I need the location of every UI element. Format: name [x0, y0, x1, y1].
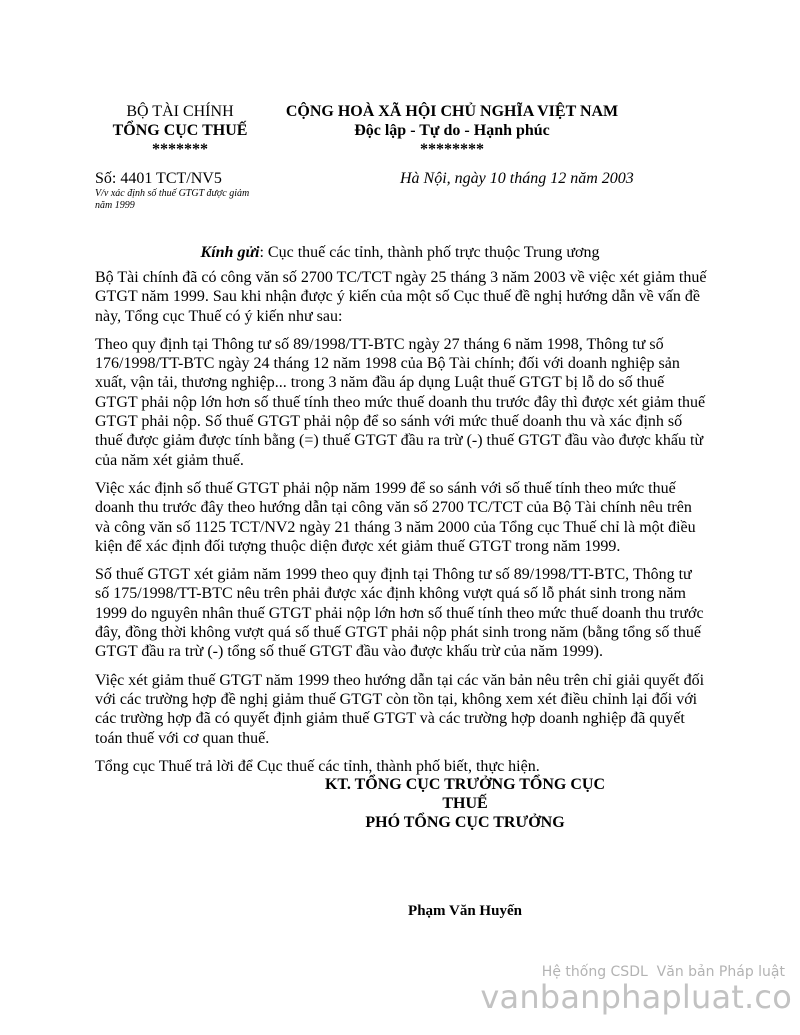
issuer-header	[80, 102, 280, 159]
salutation	[95, 243, 705, 263]
salutation-recipient: : Cục thuế các tỉnh, thành phố trực thuộc Trung ương	[259, 244, 600, 261]
place-and-date: Hà Nội, ngày 10 tháng 12 năm 2003	[400, 170, 634, 187]
watermark-caption: Hệ thống CSDL Văn bản Pháp luật	[541, 964, 785, 980]
body-paragraph: Việc xét giảm thuế GTGT năm 1999 theo hướng dẫn tại các văn bản nêu trên chỉ giải quyết đối với các trường hợp đề nghị giảm thuế GTGT còn tồn tại, không xem xét điều chỉnh lại đối với các trường hợp đã có quyết định giảm thuế GTGT và các trường hợp doanh nghiệp đã quyết toán thuế với cơ quan thuế.	[95, 671, 705, 747]
salutation-label: Kính gửi	[200, 244, 260, 261]
national-motto: Độc lập - Tự do - Hạnh phúc	[354, 122, 550, 139]
document-subject: V/v xác định số thuế GTGT được giảm năm 1999	[95, 188, 250, 211]
document-number: Số: 4401 TCT/NV5	[95, 170, 222, 187]
signature-title-line1: KT. TỔNG CỤC TRƯỞNG TỔNG CỤC	[324, 776, 606, 793]
issuer-ministry: BỘ TÀI CHÍNH	[126, 103, 234, 120]
letter-body	[95, 268, 708, 785]
signature-title-line2: THUẾ	[442, 795, 488, 812]
body-paragraph: Theo quy định tại Thông tư số 89/1998/TT-BTC ngày 27 tháng 6 năm 1998, Thông tư số 176/1998/TT-BTC ngày 24 tháng 12 năm 1998 của Bộ Tài chính; đối với doanh nghiệp sản xuất, vận tải, thương nghiệp... trong 3 năm đầu áp dụng Luật thuế GTGT bị lỗ do số thuế GTGT phải nộp lớn hơn số thuế tính theo mức thuế doanh thu trước đây thì được xét giảm thuế GTGT phải nộp. Số thuế GTGT phải nộp để so sánh với mức thuế doanh thu và xác định số thuế được giảm được tính bằng (=) thuế GTGT đầu ra trừ (-) thuế GTGT đầu vào được khấu từ của năm xét giảm thuế.	[95, 335, 706, 469]
signature-title-line3: PHÓ TỔNG CỤC TRƯỞNG	[365, 814, 565, 831]
body-paragraph: Việc xác định số thuế GTGT phải nộp năm 1999 để so sánh với số thuế tính theo mức thuế doanh thu trước đây theo hướng dẫn tại công văn số 2700 TC/TCT của Bộ Tài chính nêu trên và công văn số 1125 TCT/NV2 ngày 21 tháng 3 năm 2000 của Tổng cục Thuế chỉ là một điều kiện để xác định đối tượng thuộc diện được xét giảm thuế GTGT trong năm 1999.	[95, 479, 696, 555]
body-paragraph: Bộ Tài chính đã có công văn số 2700 TC/TCT ngày 25 tháng 3 năm 2003 về việc xét giảm thuế GTGT năm 1999. Sau khi nhận được ý kiến của một số Cục thuế đề nghị hướng dẫn về vấn đề này, Tổng cục Thuế có ý kiến như sau:	[95, 269, 707, 325]
watermark-site: vanbanphapluat.co	[480, 978, 792, 1016]
signature-block	[300, 775, 630, 832]
country-name: CỘNG HOÀ XÃ HỘI CHỦ NGHĨA VIỆT NAM	[285, 103, 619, 120]
issuer-department: TỔNG CỤC THUẾ	[112, 122, 248, 139]
national-stars: ********	[420, 141, 484, 158]
body-paragraph: Tổng cục Thuế trả lời để Cục thuế các tỉnh, thành phố biết, thực hiện.	[95, 757, 540, 775]
body-paragraph: Số thuế GTGT xét giảm năm 1999 theo quy định tại Thông tư số 89/1998/TT-BTC, Thông tư số 175/1998/TT-BTC nêu trên phải được xác định không vượt quá số lỗ phát sinh trong năm 1999 do nguyên nhân thuế GTGT phải nộp lớn hơn số thuế tính theo mức thuế doanh thu trước đây, đồng thời không vượt quá số thuế GTGT phải nộp phát sinh trong năm (bằng tổng số thuế GTGT đầu ra trừ (-) tổng số thuế GTGT đầu vào được khấu trừ của năm 1999).	[95, 566, 704, 661]
national-header	[262, 102, 642, 159]
issuer-stars: *******	[152, 141, 208, 158]
signer-name: Phạm Văn Huyến	[408, 903, 522, 919]
